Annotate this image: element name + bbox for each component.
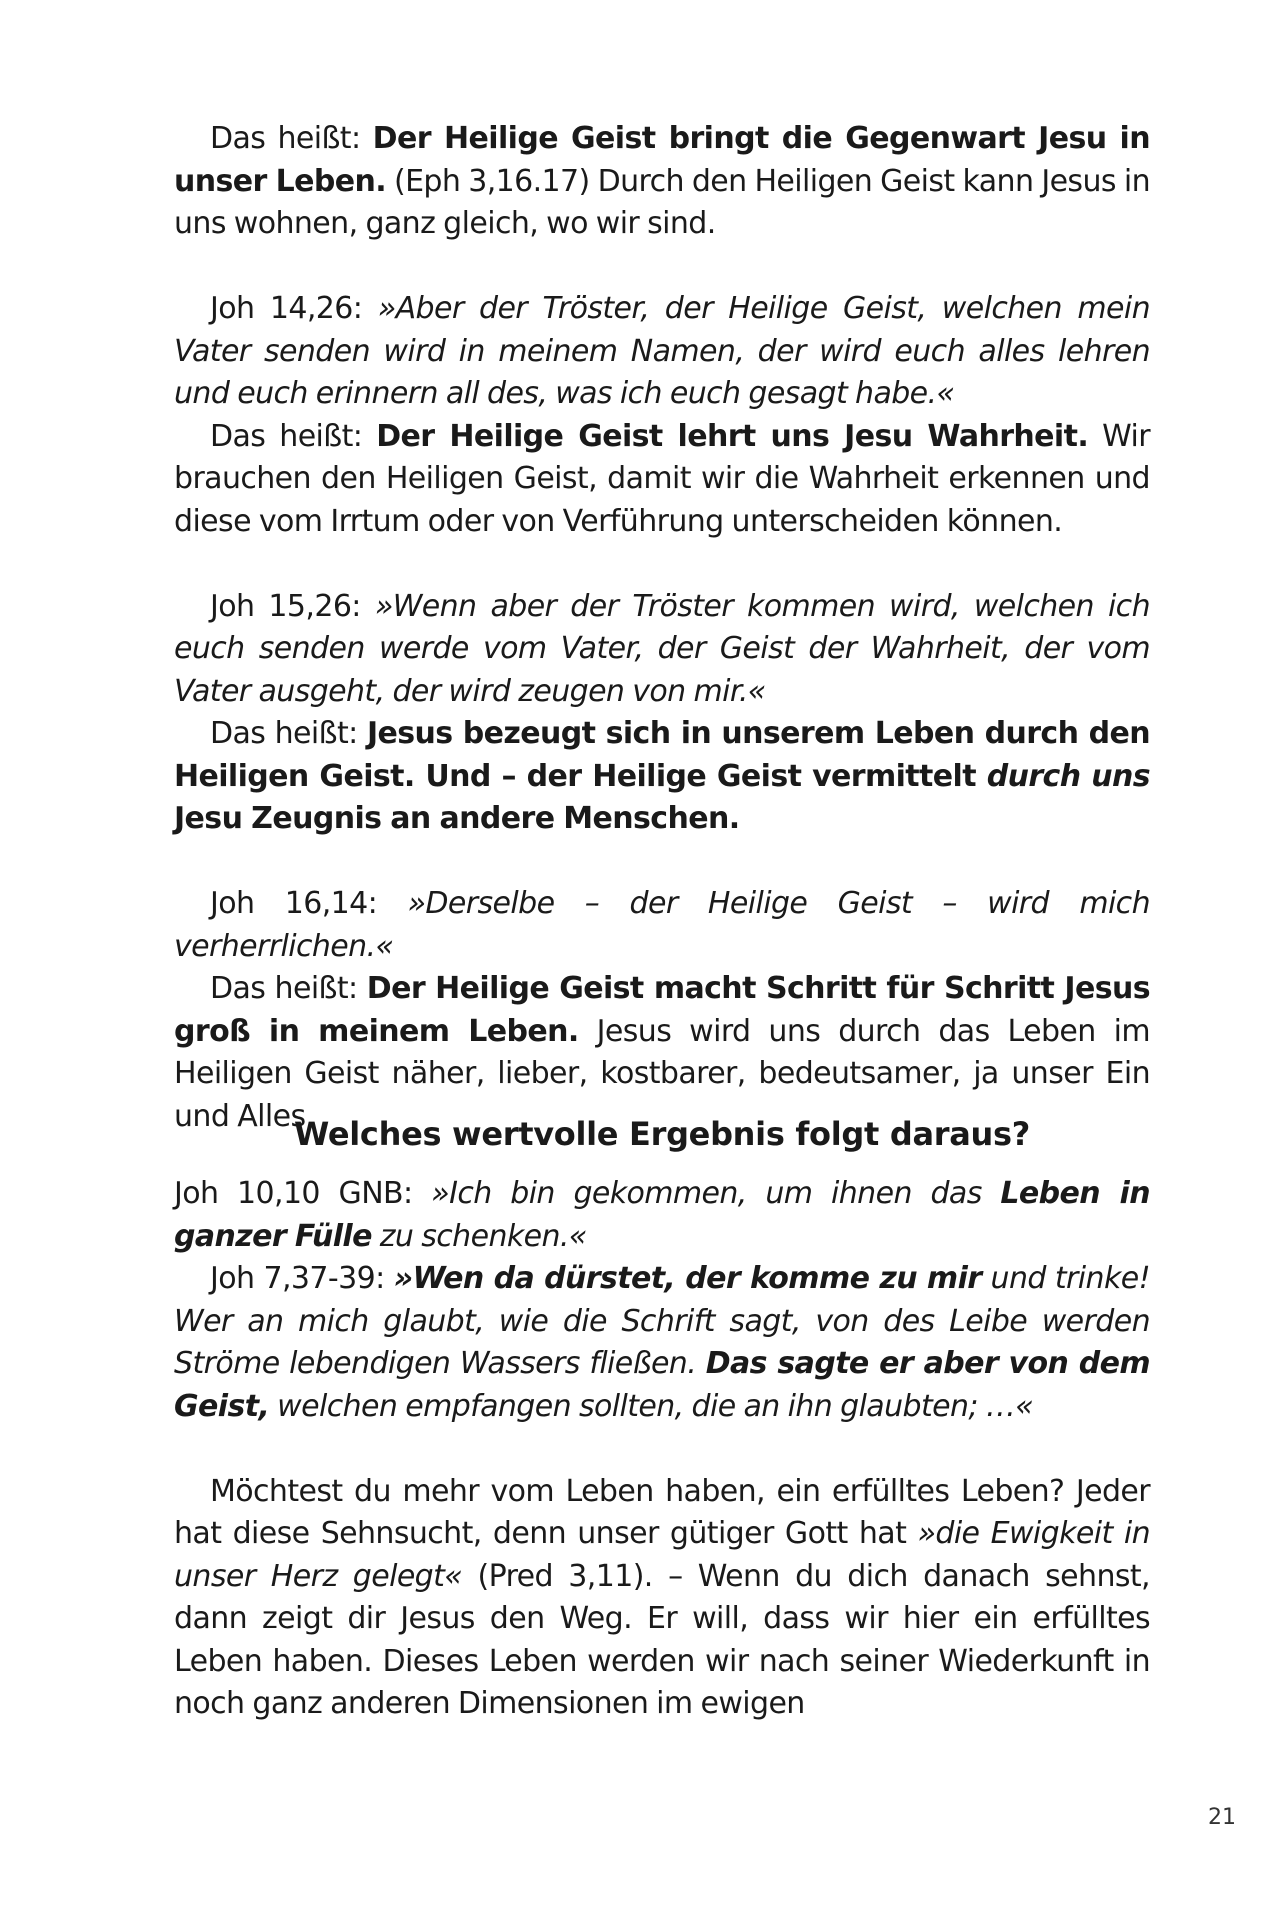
verse-quote: »Derselbe – der Heilige Geist – wird mich verherrlichen.« <box>174 886 1150 964</box>
verse-quote: »Ich bin gekommen, um ihnen das <box>431 1176 1001 1211</box>
text-span: Das heißt: <box>210 418 377 454</box>
bold-statement: Jesu Zeugnis an andere Menschen. <box>174 801 740 836</box>
text-span: (Eph 3,16.17) Durch den Heiligen Geist kann Jesus in uns wohnen, ganz gleich, wo wir sind. <box>174 163 1150 241</box>
verse-reference: Joh 16,14: <box>210 886 408 921</box>
page-number: 21 <box>1208 1805 1236 1830</box>
bold-statement: Der Heilige Geist lehrt uns Jesu Wahrheit. <box>376 418 1089 454</box>
text-span: Wir brauchen den Heiligen Geist, damit wir die Wahrheit erkennen und diese vom Irrtum oder von Verführung unterscheiden können. <box>174 418 1150 539</box>
verse-quote: und trinke! Wer an mich glaubt, wie die Schrift sagt, von des Leibe werden Ströme lebendigen Wassers fließen. <box>174 1261 1150 1381</box>
text-span: Das heißt: <box>210 716 367 751</box>
bold-statement: Der Heilige Geist bringt die Gegenwart Jesu in unser Leben. <box>174 121 1150 199</box>
text-span: Das heißt: <box>210 121 373 156</box>
section-heading-block <box>174 1113 1150 1155</box>
verse-quote: zu schenken.« <box>371 1218 587 1254</box>
section-body <box>174 1173 1150 1726</box>
page-body <box>174 118 1150 1138</box>
bold-statement: Jesus bezeugt sich in unserem Leben durch den Heiligen Geist. Und – der Heilige Geist vermittelt <box>174 716 1150 794</box>
text-span: (Pred 3,11). – Wenn du dich danach sehnst, dann zeigt dir Jesus den Weg. Er will, dass wir hier ein erfülltes Leben haben. Dieses Leben werden wir nach seiner Wiederkunft in noch ganz anderen Dimensionen im ewigen <box>174 1558 1150 1721</box>
verse-quote: welchen empfangen sollten, die an ihn glaubten; …« <box>269 1388 1034 1424</box>
bold-italic-emphasis: Das sagte er aber von dem Geist, <box>174 1346 1150 1424</box>
paragraph-10 <box>174 1471 1150 1726</box>
verse-quote: »Aber der Tröster, der Heilige Geist, welchen mein Vater senden wird in meinem Namen, der wird euch alles lehren und euch erinnern all des, was ich euch gesagt habe.« <box>174 291 1150 411</box>
bold-statement: Der Heilige Geist macht Schritt für Schritt Jesus groß in meinem Leben. <box>174 971 1150 1049</box>
bold-italic-emphasis: Leben in ganzer Fülle <box>174 1176 1150 1254</box>
verse-quote: »die Ewigkeit in unser Herz gelegt« <box>174 1516 1151 1594</box>
verse-reference: Joh 10,10 GNB: <box>174 1176 432 1211</box>
paragraph-9 <box>174 1258 1150 1428</box>
paragraph-6 <box>174 883 1150 968</box>
paragraph-5 <box>174 713 1150 841</box>
text-span: Das heißt: <box>210 971 367 1006</box>
verse-quote: »Wenn aber der Tröster kommen wird, welchen ich euch senden werde vom Vater, der Geist der Wahrheit, der vom Vater ausgeht, der wird zeugen von mir.« <box>174 588 1150 709</box>
paragraph-4 <box>174 586 1150 714</box>
paragraph-3 <box>174 416 1150 544</box>
paragraph-1 <box>174 118 1150 246</box>
text-span: Möchtest du mehr vom Leben haben, ein erfülltes Leben? Jeder hat diese Sehnsucht, denn unser gütiger Gott hat <box>174 1473 1150 1551</box>
section-heading: Welches wertvolle Ergebnis folgt daraus? <box>293 1115 1031 1153</box>
verse-reference: Joh 14,26: <box>210 291 378 326</box>
verse-reference: Joh 7,37-39: <box>210 1261 394 1296</box>
bold-italic-emphasis: »Wen da dürstet, der komme zu mir <box>393 1261 982 1296</box>
paragraph-2 <box>174 288 1150 416</box>
paragraph-8 <box>174 1173 1150 1258</box>
text-span: Jesus wird uns durch das Leben im Heiligen Geist näher, lieber, kostbarer, bedeutsamer, ja unser Ein und Alles. <box>174 1013 1150 1134</box>
verse-reference: Joh 15,26: <box>210 588 375 624</box>
bold-italic-emphasis: durch uns <box>986 758 1150 794</box>
